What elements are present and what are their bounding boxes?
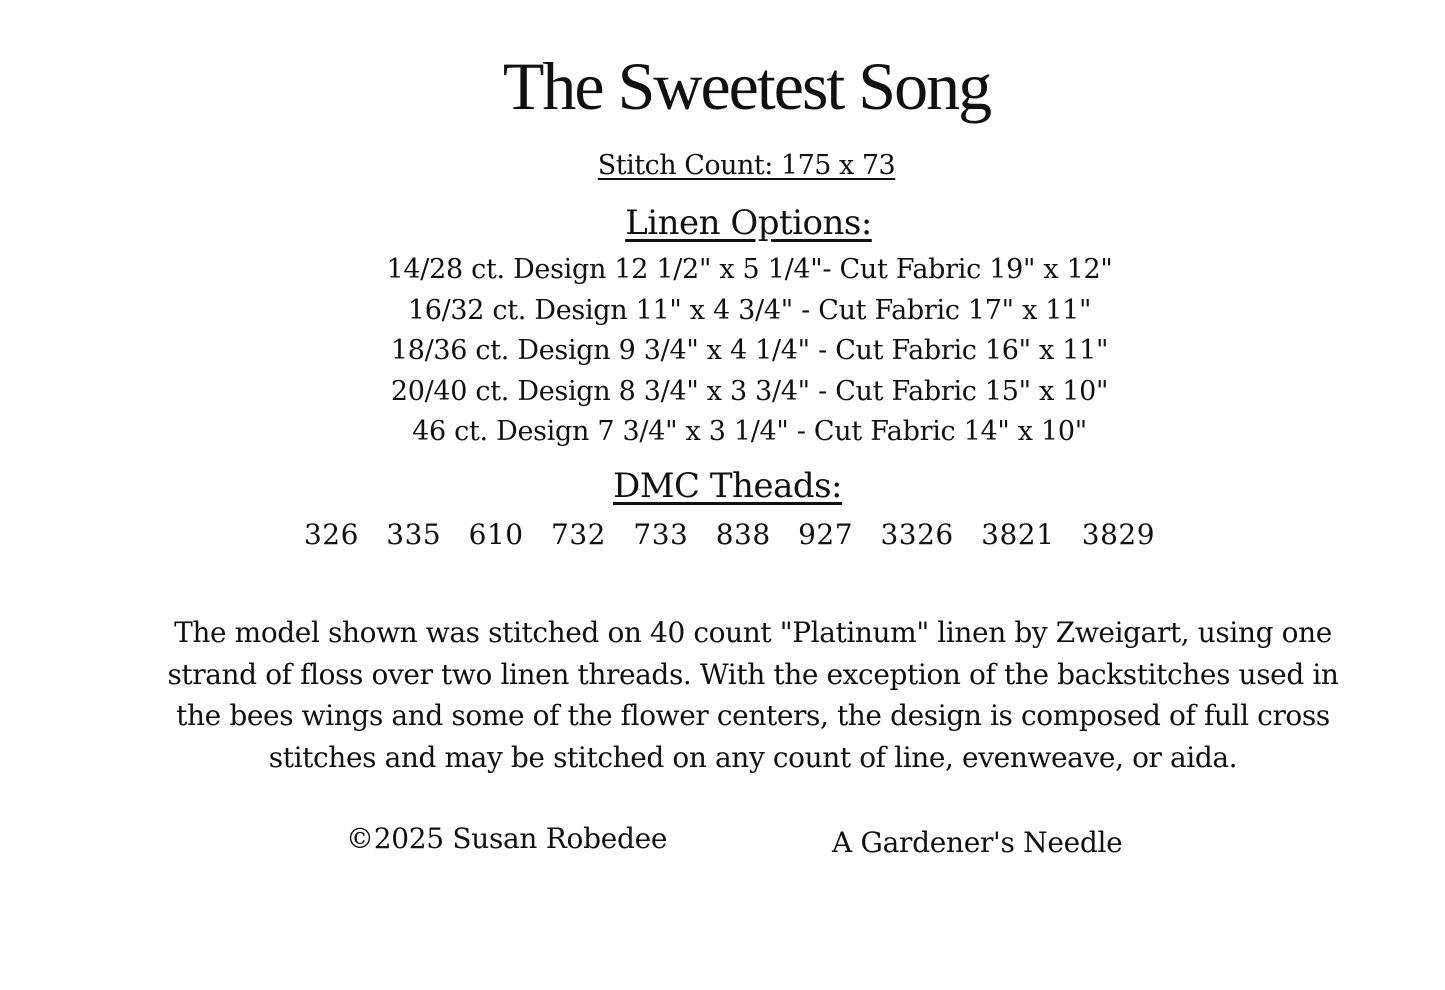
linen-option: 46 ct. Design 7 3/4" x 3 1/4" - Cut Fabric 14" x 10" xyxy=(412,416,1087,447)
note-line: The model shown was stitched on 40 count "Platinum" linen by Zweigart, using one xyxy=(174,616,1332,649)
thread-number: 3821 xyxy=(981,518,1055,551)
stitching-note xyxy=(100,612,1406,778)
note-line: the bees wings and some of the flower centers, the design is composed of full cross xyxy=(176,699,1330,732)
dmc-threads-heading: DMC Theads: xyxy=(612,466,843,506)
thread-number: 3829 xyxy=(1081,518,1156,551)
company-name: A Gardener's Needle xyxy=(832,826,1123,859)
thread-number: 3326 xyxy=(880,518,954,551)
stitch-count: Stitch Count: 175 x 73 xyxy=(597,150,896,181)
thread-number: 732 xyxy=(551,518,606,551)
thread-number: 927 xyxy=(798,518,854,551)
linen-option: 20/40 ct. Design 8 3/4" x 3 3/4" - Cut Fabric 15" x 10" xyxy=(390,375,1109,407)
linen-option: 14/28 ct. Design 12 1/2" x 5 1/4"- Cut Fabric 19" x 12" xyxy=(386,254,1113,285)
thread-number: 733 xyxy=(633,518,689,551)
linen-options-heading: Linen Options: xyxy=(625,203,872,243)
note-line: stitches and may be stitched on any count of line, evenweave, or aida. xyxy=(268,740,1238,774)
copyright-text: ©2025 Susan Robedee xyxy=(346,822,668,855)
thread-number: 326 xyxy=(303,518,359,551)
thread-number: 610 xyxy=(468,518,524,551)
linen-options-list xyxy=(27,250,1445,453)
note-line: strand of floss over two linen threads. With the exception of the backstitches used in xyxy=(167,657,1339,691)
linen-option: 16/32 ct. Design 11" x 4 3/4" - Cut Fabric 17" x 11" xyxy=(407,294,1092,326)
page-title: The Sweetest Song xyxy=(502,48,991,124)
thread-number: 335 xyxy=(386,518,442,551)
thread-number: 838 xyxy=(715,518,771,551)
dmc-thread-list xyxy=(7,518,1445,551)
linen-option: 18/36 ct. Design 9 3/4" x 4 1/4" - Cut Fabric 16" x 11" xyxy=(390,335,1109,366)
